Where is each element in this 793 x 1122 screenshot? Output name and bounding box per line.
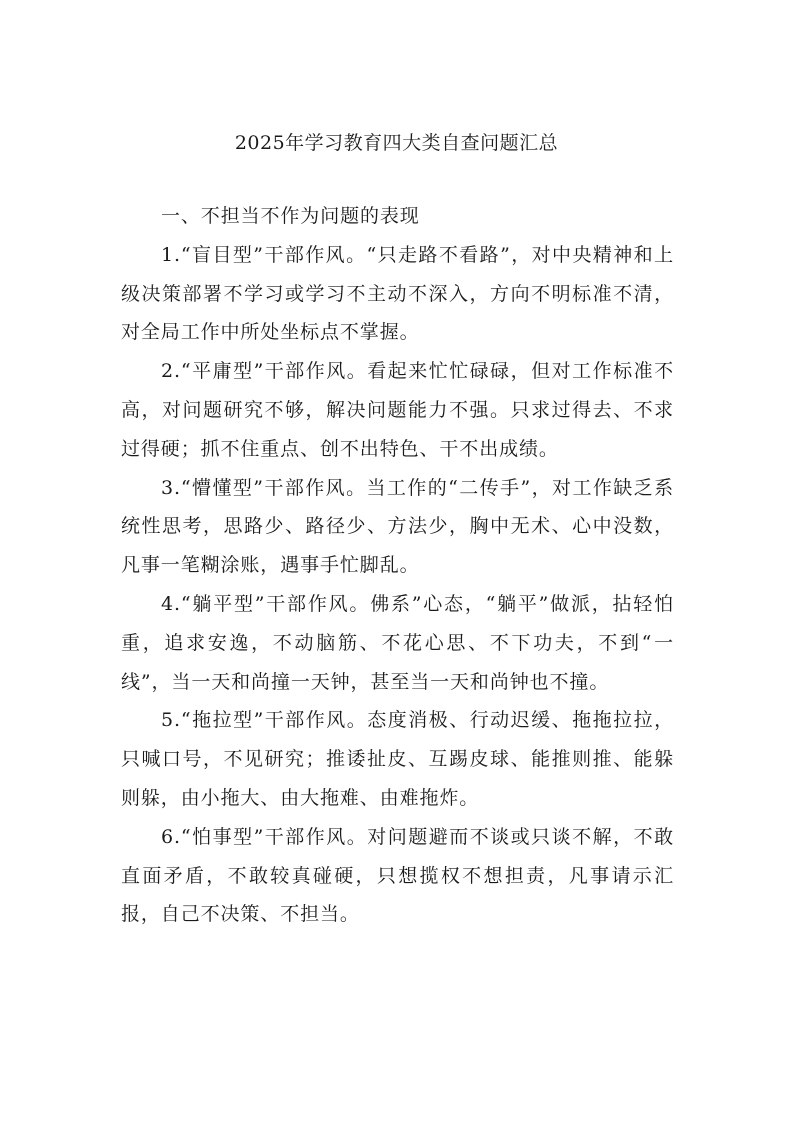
paragraph-4: 4.“躺平型”干部作风。佛系”心态，“躺平”做派，拈轻怕重，追求安逸，不动脑筋、不花心思、不下功夫，不到“一线”，当一天和尚撞一天钟，甚至当一天和尚钟也不撞。 bbox=[121, 592, 674, 693]
paragraph-5: 5.“拖拉型”干部作风。态度消极、行动迟缓、拖拖拉拉，只喊口号，不见研究；推诿扯皮、互踢皮球、能推则推、能躲则躲，由小拖大、由大拖难、由难拖炸。 bbox=[121, 709, 674, 809]
paragraph-6: 6.“怕事型”干部作风。对问题避而不谈或只谈不解，不敢直面矛盾，不敢较真碰硬，只想揽权不想担责，凡事请示汇报，自己不决策、不担当。 bbox=[121, 825, 674, 926]
paragraph-1: 1.“盲目型”干部作风。“只走路不看路”，对中央精神和上级决策部署不学习或学习不主动不深入，方向不明标准不清，对全局工作中所处坐标点不掌握。 bbox=[121, 243, 674, 344]
paragraph-3: 3.“懵懂型”干部作风。当工作的“二传手”，对工作缺乏系统性思考，思路少、路径少、方法少，胸中无术、心中没数，凡事一笔糊涂账，遇事手忙脚乱。 bbox=[121, 476, 674, 577]
document-title: 2025年学习教育四大类自查问题汇总 bbox=[234, 132, 559, 154]
document-body bbox=[121, 197, 674, 934]
paragraph-2: 2.“平庸型”干部作风。看起来忙忙碌碌，但对工作标准不高，对问题研究不够，解决问题能力不强。只求过得去、不求过得硬；抓不住重点、创不出特色、干不出成绩。 bbox=[121, 360, 674, 460]
section-heading: 一、不担当不作为问题的表现 bbox=[161, 205, 420, 227]
